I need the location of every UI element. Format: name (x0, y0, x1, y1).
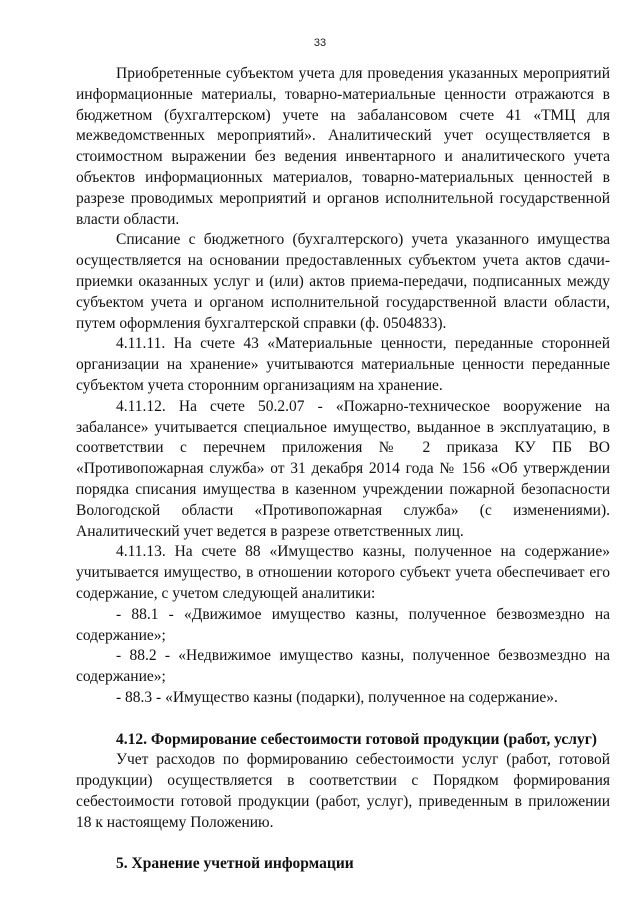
section-heading-5: 5. Хранение учетной информации (116, 855, 354, 873)
list-item-88-2: - 88.2 - «Недвижимое имущество казны, полученное безвозмездно на содержание»; (76, 647, 610, 686)
paragraph-4-11-11: 4.11.11. На счете 43 «Материальные ценности, переданные сторонней организации на хранение» учитываются материальные ценности переданные субъектом учета сторонним организациям на хранение. (76, 335, 610, 394)
spacer (76, 833, 610, 854)
section-heading-4-12: 4.12. Формирование себестоимости готовой продукции (работ, услуг) (116, 730, 597, 748)
list-item-88-1: - 88.1 - «Движимое имущество казны, полученное безвозмездно на содержание»; (76, 605, 610, 644)
paragraph-cost-accounting: Учет расходов по формированию себестоимости услуг (работ, готовой продукции) осуществляется в соответствии с Порядком формирования себестоимости готовой продукции (работ, услуг), приведенным в приложении 18 к настоящему Положению. (76, 751, 610, 831)
list-item-88-3: - 88.3 - «Имущество казны (подарки), полученное на содержание». (116, 688, 558, 706)
paragraph-write-off: Списание с бюджетного (бухгалтерского) учета указанного имущества осуществляется на основании предоставленных субъектом учета актов сдачи-приемки оказанных услуг и (или) актов приема-передачи, подписанных между субъектом учета и органом исполнительной государственной власти области, путем оформления бухгалтерской справки (ф. 0504833). (76, 231, 610, 332)
page-number: 33 (313, 37, 327, 49)
paragraph-tmc-41: Приобретенные субъектом учета для проведения указанных мероприятий информационные материалы, товарно-материальные ценности отражаются в бюджетном (бухгалтерском) учете на забалансовом счете 41 «ТМЦ для межведомственных мероприятий». Аналитический учет осуществляется в стоимостном выражении без ведения инвентарного и аналитического учета объектов информационных материалов, товарно-материальных ценностей в разрезе проводимых мероприятий и органов исполнительной государственной власти области. (76, 65, 610, 228)
paragraph-4-11-13: 4.11.13. На счете 88 «Имущество казны, полученное на содержание» учитывается имущество, в отношении которого субъект учета обеспечивает его содержание, с учетом следующей аналитики: (76, 543, 610, 602)
spacer (76, 709, 610, 730)
document-body (76, 64, 610, 875)
paragraph-4-11-12: 4.11.12. На счете 50.2.07 - «Пожарно-техническое вооружение на забалансе» учитывается специальное имущество, выданное в эксплуатацию, в соответствии с перечнем приложения № 2 приказа КУ ПБ ВО «Противопожарная служба» от 31 декабря 2014 года № 156 «Об утверждении порядка списания имущества в казенном учреждении пожарной безопасности Вологодской области «Противопожарная служба» (с изменениями). Аналитический учет ведется в разрезе ответственных лиц. (76, 397, 610, 540)
